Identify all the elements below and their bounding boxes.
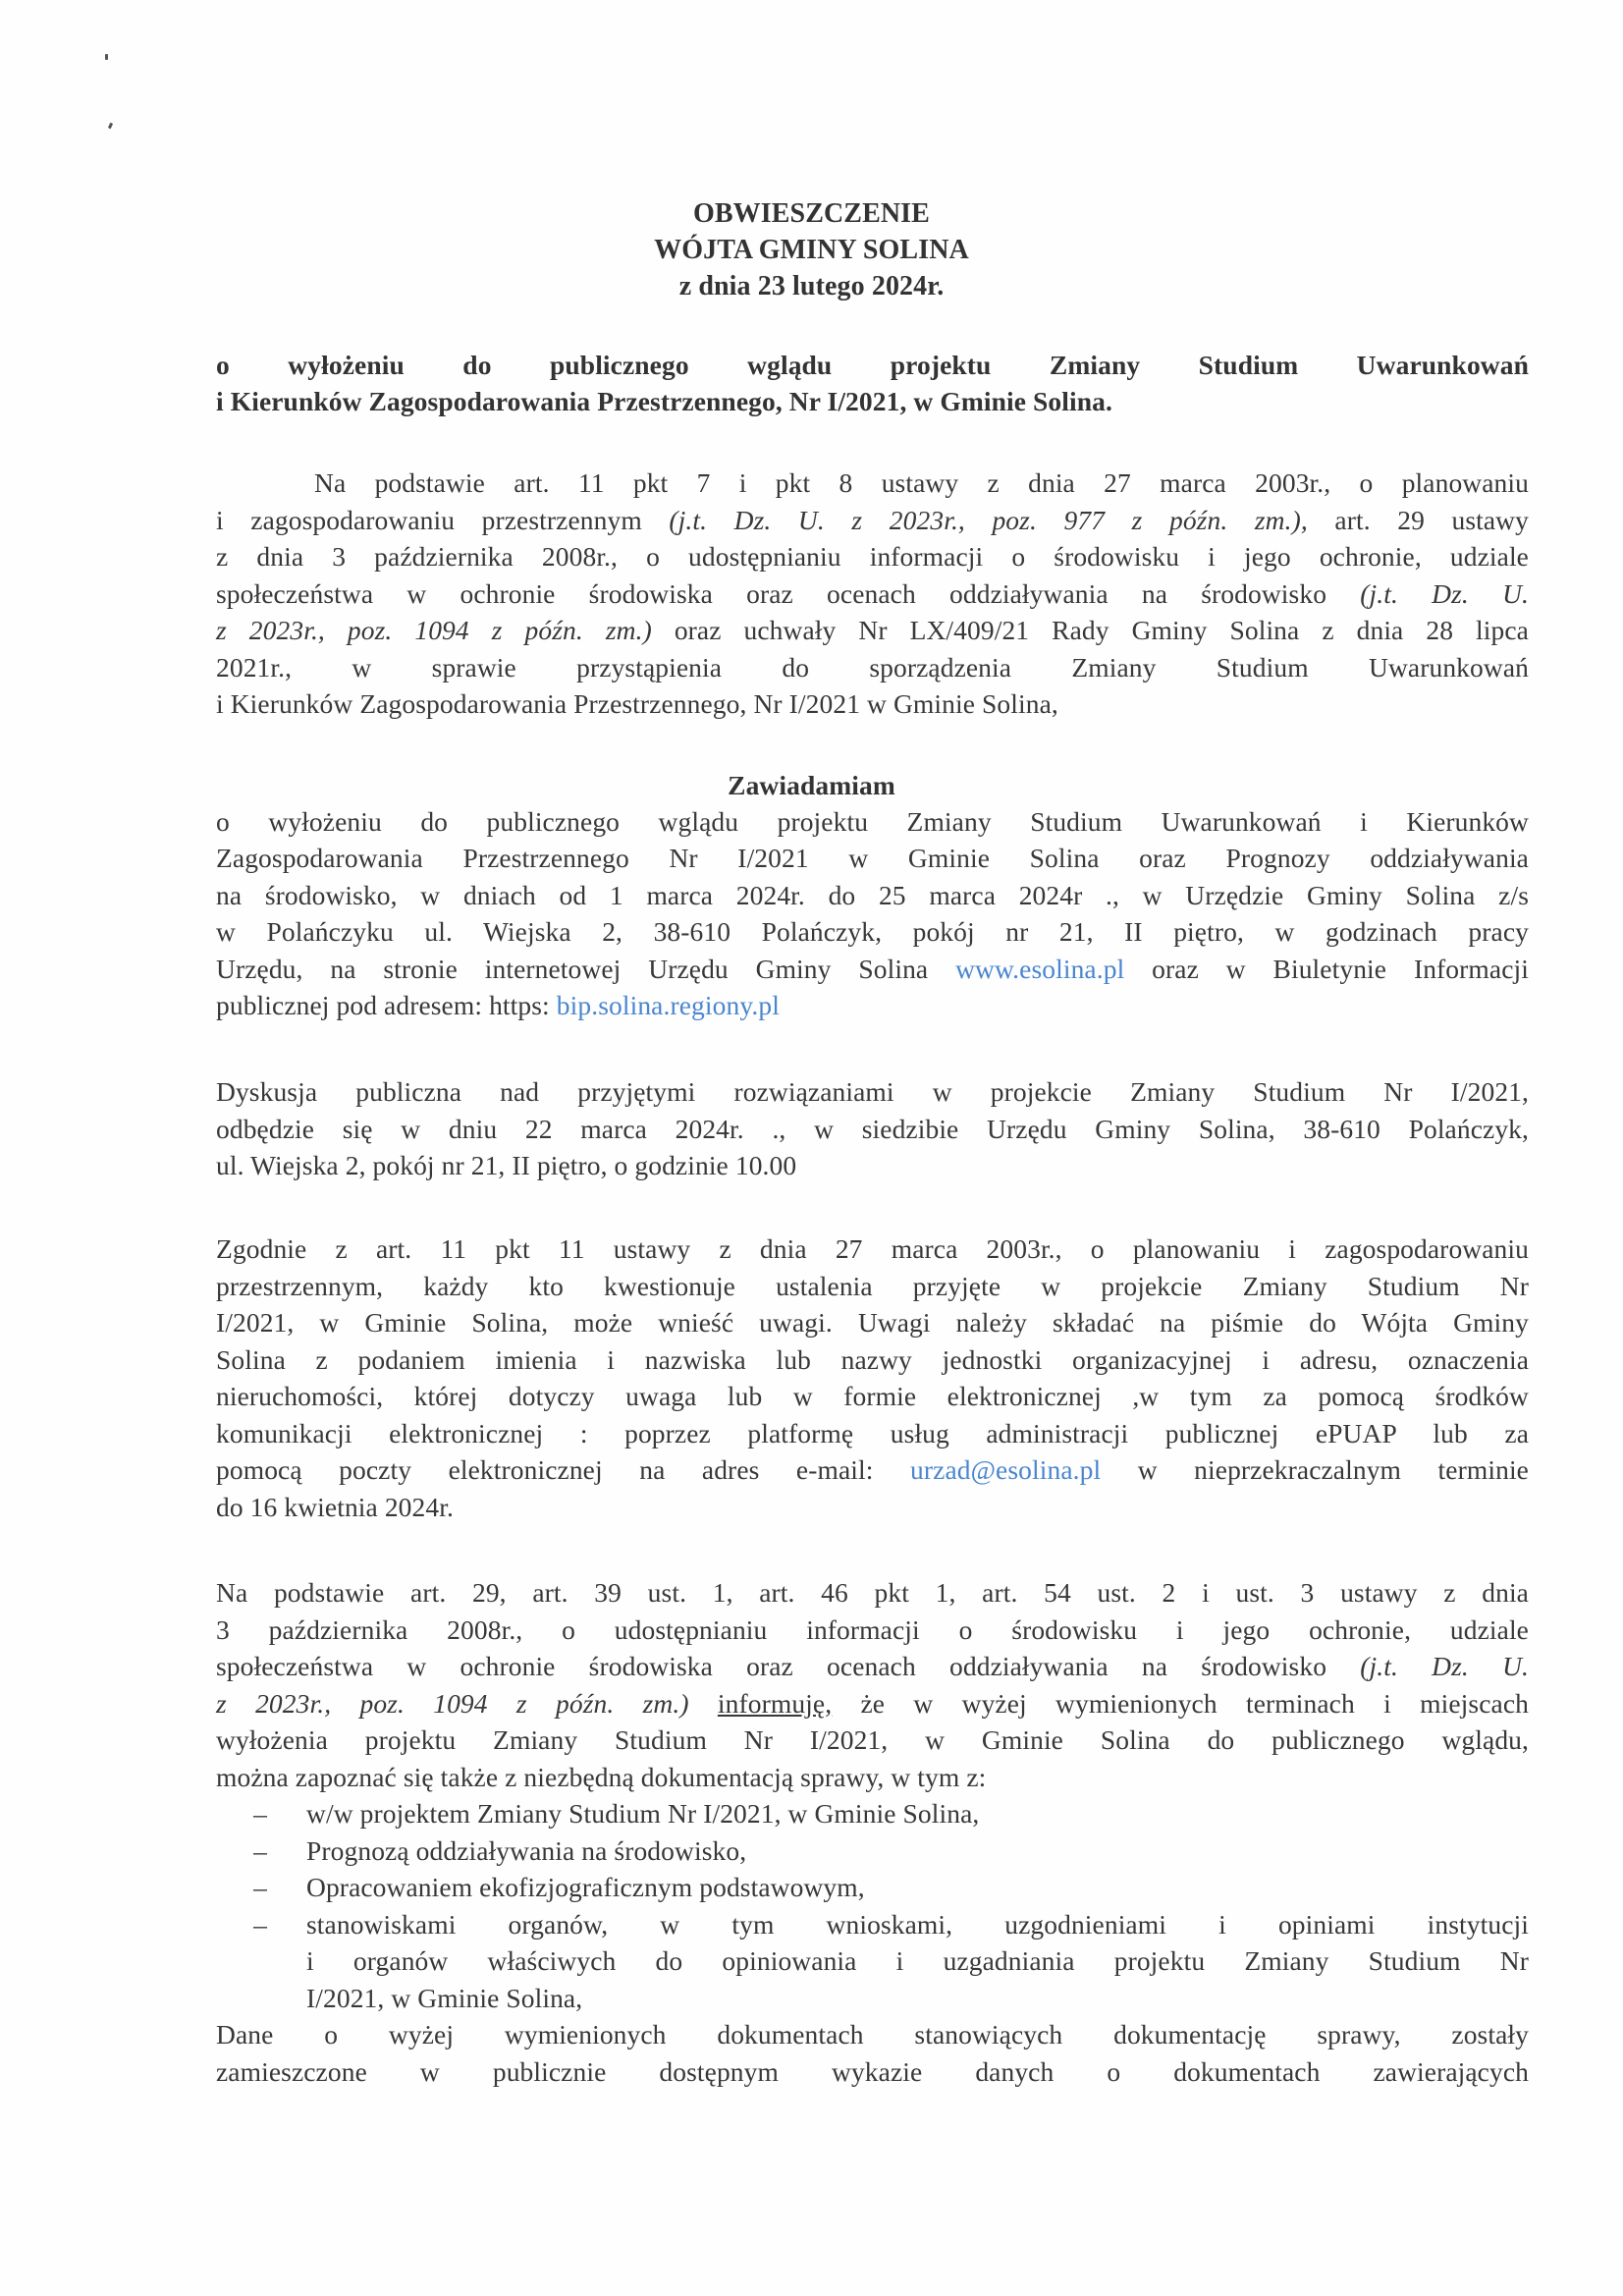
para1-line: Na podstawie art. 11 pkt 7 i pkt 8 ustawy z dnia 27 marca 2003r., o planowaniu	[314, 467, 1529, 498]
para6-line: zamieszczone w publicznie dostępnym wykazie danych o dokumentach zawierających	[216, 2056, 1529, 2087]
notice-title: OBWIESZCZENIE	[693, 198, 930, 229]
subject-line-2: i Kierunków Zagospodarowania Przestrzennego, Nr I/2021, w Gminie Solina.	[216, 386, 1112, 416]
para4-line: Solina z podaniem imienia i nazwiska lub nazwy jednostki organizacyjnej i adresu, oznaczenia	[216, 1344, 1529, 1375]
para2-line: w Polańczyku ul. Wiejska 2, 38-610 Polańczyk, pokój nr 21, II piętro, w godzinach pracy	[216, 916, 1529, 947]
para4-line: nieruchomości, której dotyczy uwaga lub w formie elektronicznej ,w tym za pomocą środków	[216, 1381, 1529, 1411]
para5-line	[216, 1685, 1529, 1722]
para4-line: do 16 kwietnia 2024r.	[216, 1492, 454, 1522]
text-run: i zagospodarowaniu przestrzennym	[216, 505, 670, 535]
text-run: oraz uchwały Nr LX/409/21 Rady Gminy Solina z dnia 28 lipca	[651, 615, 1529, 645]
para2-line: na środowisko, w dniach od 1 marca 2024r. do 25 marca 2024r ., w Urzędzie Gminy Solina z/s	[216, 880, 1529, 910]
para2-line: Zagospodarowania Przestrzennego Nr I/2021 w Gminie Solina oraz Prognozy oddziaływania	[216, 843, 1529, 873]
para5-line	[216, 1648, 1529, 1685]
para5-line: można zapoznać się także z niezbędną dokumentacją sprawy, w tym z:	[216, 1762, 987, 1792]
para3-line: Dyskusja publiczna nad przyjętymi rozwiązaniami w projekcie Zmiany Studium Nr I/2021,	[216, 1076, 1529, 1107]
para6-line: Dane o wyżej wymienionych dokumentach stanowiących dokumentację sprawy, zostały	[216, 2019, 1529, 2050]
announce-heading: Zawiadamiam	[728, 770, 895, 800]
text-run: art. 29 ustawy	[1307, 505, 1529, 535]
para1-line: z dnia 3 października 2008r., o udostępnianiu informacji o środowisku i jego ochronie, udziale	[216, 541, 1529, 572]
legal-citation: z 2023r., poz. 1094 z późn. zm.)	[216, 615, 652, 645]
para1-line: i Kierunków Zagospodarowania Przestrzennego, Nr I/2021 w Gminie Solina,	[216, 688, 1058, 719]
para4-line: komunikacji elektronicznej : poprzez platformę usług administracji publicznej ePUAP lub za	[216, 1418, 1529, 1449]
para3-line: odbędzie się w dniu 22 marca 2024r. ., w siedzibie Urzędu Gminy Solina, 38-610 Polańczyk,	[216, 1114, 1529, 1144]
notice-date: z dnia 23 lutego 2024r.	[678, 271, 945, 301]
issuer-title: WÓJTA GMINY SOLINA	[654, 235, 969, 265]
list-item-continuation: i organów właściwych do opiniowania i uzgadniania projektu Zmiany Studium Nr	[306, 1945, 1529, 1976]
para5-line: wyłożenia projektu Zmiany Studium Nr I/2021, w Gminie Solina do publicznego wglądu,	[216, 1724, 1529, 1755]
dash-bullet-icon: –	[253, 1835, 267, 1866]
dash-bullet-icon: –	[253, 1798, 267, 1829]
list-item: w/w projektem Zmiany Studium Nr I/2021, w Gminie Solina,	[306, 1798, 980, 1829]
text-run: w nieprzekraczalnym terminie	[1101, 1454, 1529, 1485]
dash-bullet-icon: –	[253, 1872, 267, 1902]
text-run: Urzędu, na stronie internetowej Urzędu Gminy Solina	[216, 954, 956, 984]
para5-line: Na podstawie art. 29, art. 39 ust. 1, art. 46 pkt 1, art. 54 ust. 2 i ust. 3 ustawy z dnia	[216, 1577, 1529, 1608]
para5-line: 3 października 2008r., o udostępnianiu informacji o środowisku i jego ochronie, udziale	[216, 1614, 1529, 1645]
legal-citation: z 2023r., poz. 1094 z późn. zm.)	[216, 1688, 689, 1719]
para3-line: ul. Wiejska 2, pokój nr 21, II piętro, o godzinie 10.00	[216, 1150, 797, 1180]
para4-line: Zgodnie z art. 11 pkt 11 ustawy z dnia 27 marca 2003r., o planowaniu i zagospodarowaniu	[216, 1233, 1529, 1264]
text-run: pomocą poczty elektronicznej na adres e-mail:	[216, 1454, 911, 1485]
text-run: społeczeństwa w ochronie środowiska oraz ocenach oddziaływania na środowisko	[216, 1651, 1361, 1681]
email-link[interactable]: urzad@esolina.pl	[910, 1454, 1102, 1485]
para4-line: przestrzennym, każdy kto kwestionuje ustalenia przyjęte w projekcie Zmiany Studium Nr	[216, 1271, 1529, 1301]
para4-line: I/2021, w Gminie Solina, może wnieść uwagi. Uwagi należy składać na piśmie do Wójta Gminy	[216, 1307, 1529, 1338]
para4-line	[216, 1451, 1529, 1489]
website-link[interactable]: www.esolina.pl	[955, 954, 1125, 984]
para2-line: o wyłożeniu do publicznego wglądu projektu Zmiany Studium Uwarunkowań i Kierunków	[216, 806, 1529, 837]
text-run: oraz w Biuletynie Informacji	[1124, 954, 1529, 984]
legal-citation: (j.t. Dz. U.	[1360, 1651, 1530, 1681]
text-run: społeczeństwa w ochronie środowiska oraz ocenach oddziaływania na środowisko	[216, 578, 1361, 609]
dash-bullet-icon: –	[253, 1909, 267, 1940]
list-item-continuation: I/2021, w Gminie Solina,	[306, 1983, 583, 2013]
legal-citation: (j.t. Dz. U. z 2023r., poz. 977 z późn. zm.),	[669, 505, 1308, 535]
scan-speck	[108, 123, 113, 130]
list-item: stanowiskami organów, w tym wnioskami, uzgodnieniami i opiniami instytucji	[306, 1909, 1529, 1940]
list-item: Prognozą oddziaływania na środowisko,	[306, 1835, 747, 1866]
text-run: że w wyżej wymienionych terminach i miejscach	[832, 1688, 1529, 1719]
para1-line	[216, 575, 1529, 613]
bip-link[interactable]: bip.solina.regiony.pl	[556, 990, 780, 1020]
para1-line	[216, 612, 1529, 649]
text-run: publicznej pod adresem: https:	[216, 990, 557, 1020]
subject-line-1: o wyłożeniu do publicznego wglądu projektu Zmiany Studium Uwarunkowań	[216, 350, 1529, 380]
para1-line: 2021r., w sprawie przystąpienia do sporządzenia Zmiany Studium Uwarunkowań	[216, 652, 1529, 683]
underlined-word: informuję,	[717, 1688, 833, 1719]
legal-citation: (j.t. Dz. U.	[1360, 578, 1530, 609]
list-item: Opracowaniem ekofizjograficznym podstawowym,	[306, 1872, 865, 1902]
para1-line	[216, 502, 1529, 539]
para2-line	[216, 951, 1529, 988]
para2-line	[216, 987, 1529, 1024]
scan-speck	[105, 54, 108, 60]
